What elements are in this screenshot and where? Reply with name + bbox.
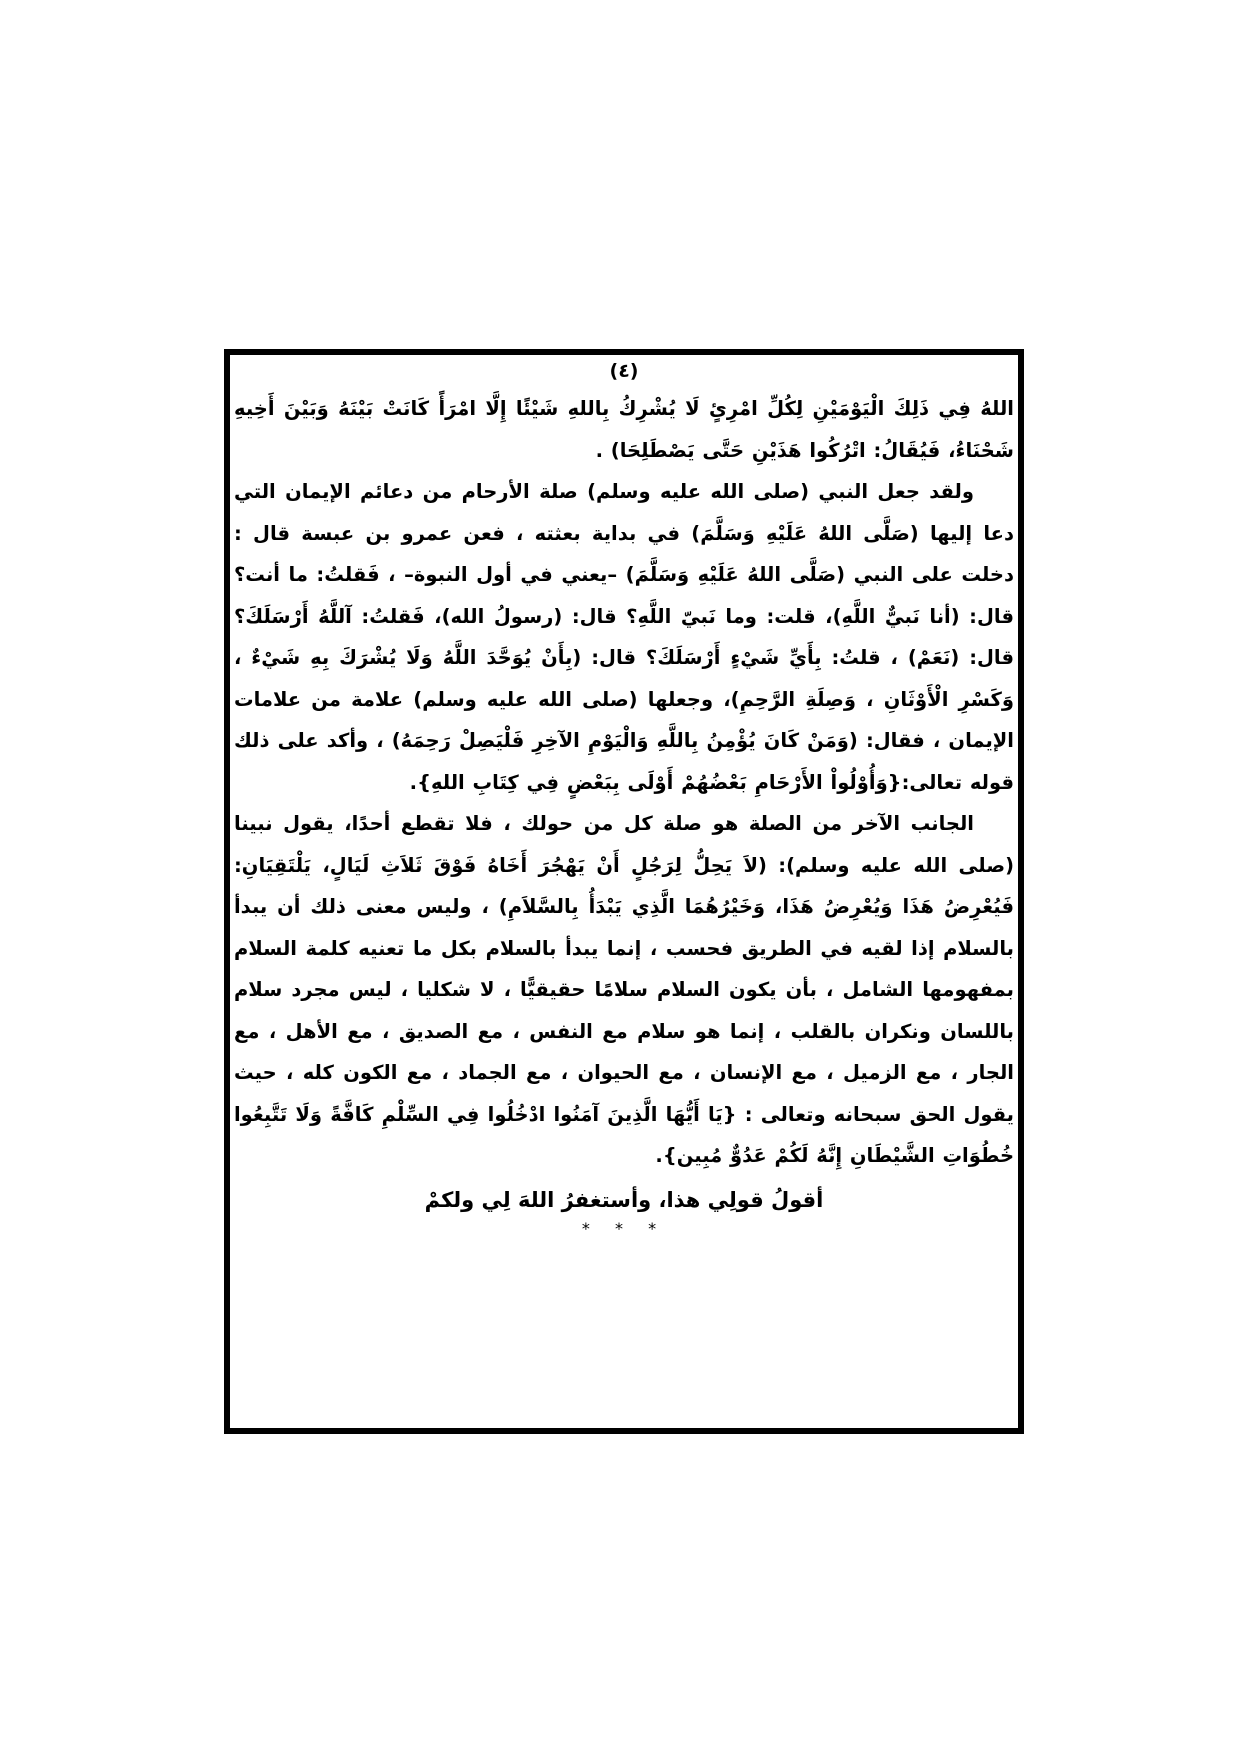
paragraph-salam: الجانب الآخر من الصلة هو صلة كل من حولك ، فلا تقطع أحدًا، يقول نبينا (صلى الله عليه وسلم): (لاَ يَحِلُّ لِرَجُلٍ أَنْ يَهْجُرَ أَخَاهُ فَوْقَ ثَلاَثِ لَيَالٍ، يَلْتَقِيَانِ: فَيُعْرِضُ هَذَا وَيُعْرِضُ هَذَا، وَخَيْرُهُمَا الَّذِي يَبْدَأُ بِالسَّلاَمِ) ، وليس معنى ذلك أن يبدأ بالسلام إذا لقيه في الطريق فحسب ، إنما يبدأ بالسلام بكل ما تعنيه كلمة السلام بمفهومها الشامل ، بأن يكون السلام سلامًا حقيقيًّا ، لا شكليا ، ليس مجرد سلام باللسان ونكران بالقلب ، إنما هو سلام مع النفس ، مع الصديق ، مع الأهل ، مع الجار ، مع الزميل ، مع الإنسان ، مع الحيوان ، مع الجماد ، مع الكون كله ، حيث يقول الحق سبحانه وتعالى : {يَا أَيُّهَا الَّذِينَ آمَنُوا ادْخُلُوا فِي السِّلْمِ كَافَّةً وَلَا تَتَّبِعُوا خُطُوَاتِ الشَّيْطَانِ إِنَّهُ لَكُمْ عَدُوٌّ مُبِين}. [234,812,1014,1167]
closing-line: أقولُ قولِي هذا، وأستغفرُ اللهَ لِي ولكمْ [424,1187,824,1212]
section-divider-stars: * * * [581,1218,667,1238]
paragraph-kinship-pillar: ولقد جعل النبي (صلى الله عليه وسلم) صلة الأرحام من دعائم الإيمان التي دعا إليها (صَلَّى اللهُ عَلَيْهِ وَسَلَّمَ) في بداية بعثته ، فعن عمرو بن عبسة قال : دخلت على النبي (صَلَّى اللهُ عَلَيْهِ وَسَلَّمَ) –يعني في أول النبوة– ، فَقلتُ: ما أنت؟ قال: (أنا نَبيٌّ اللَّهِ)، قلت: وما نَبيّ اللَّهِ؟ قال: (رسولُ الله)، فَقلتُ: آللَّهُ أَرْسَلَكَ؟ قال: (نَعَمْ) ، قلتُ: بِأَيِّ شَيْءٍ أَرْسَلَكَ؟ قال: (بِأَنْ يُوَحَّدَ اللَّهُ وَلَا يُشْرَكَ بِهِ شَيْءٌ ، وَكَسْرِ الْأَوْثَانِ ، وَصِلَةِ الرَّحِمِ)، وجعلها (صلى الله عليه وسلم) علامة من علامات الإيمان ، فقال: (وَمَنْ كَانَ يُؤْمِنُ بِاللَّهِ وَالْيَوْمِ الآخِرِ فَلْيَصِلْ رَحِمَهُ) ، وأكد على ذلك قوله تعالى:{وَأُوْلُواْ الأَرْحَامِ بَعْضُهُمْ أَوْلَى بِبَعْضٍ فِي كِتَابِ اللهِ}. [234,480,1014,794]
document-body [234,358,1014,1239]
paragraph-hadith-continuation: اللهُ فِي ذَلِكَ الْيَوْمَيْنِ لِكُلِّ امْرِئٍ لَا يُشْرِكُ بِاللهِ شَيْئًا إِلَّا امْرَأً كَانَتْ بَيْنَهُ وَبَيْنَ أَخِيهِ شَحْنَاءُ، فَيُقَالُ: اتْرُكُوا هَذَيْنِ حَتَّى يَصْطَلِحَا) . [234,397,1014,462]
page-number: (٤) [609,360,639,382]
